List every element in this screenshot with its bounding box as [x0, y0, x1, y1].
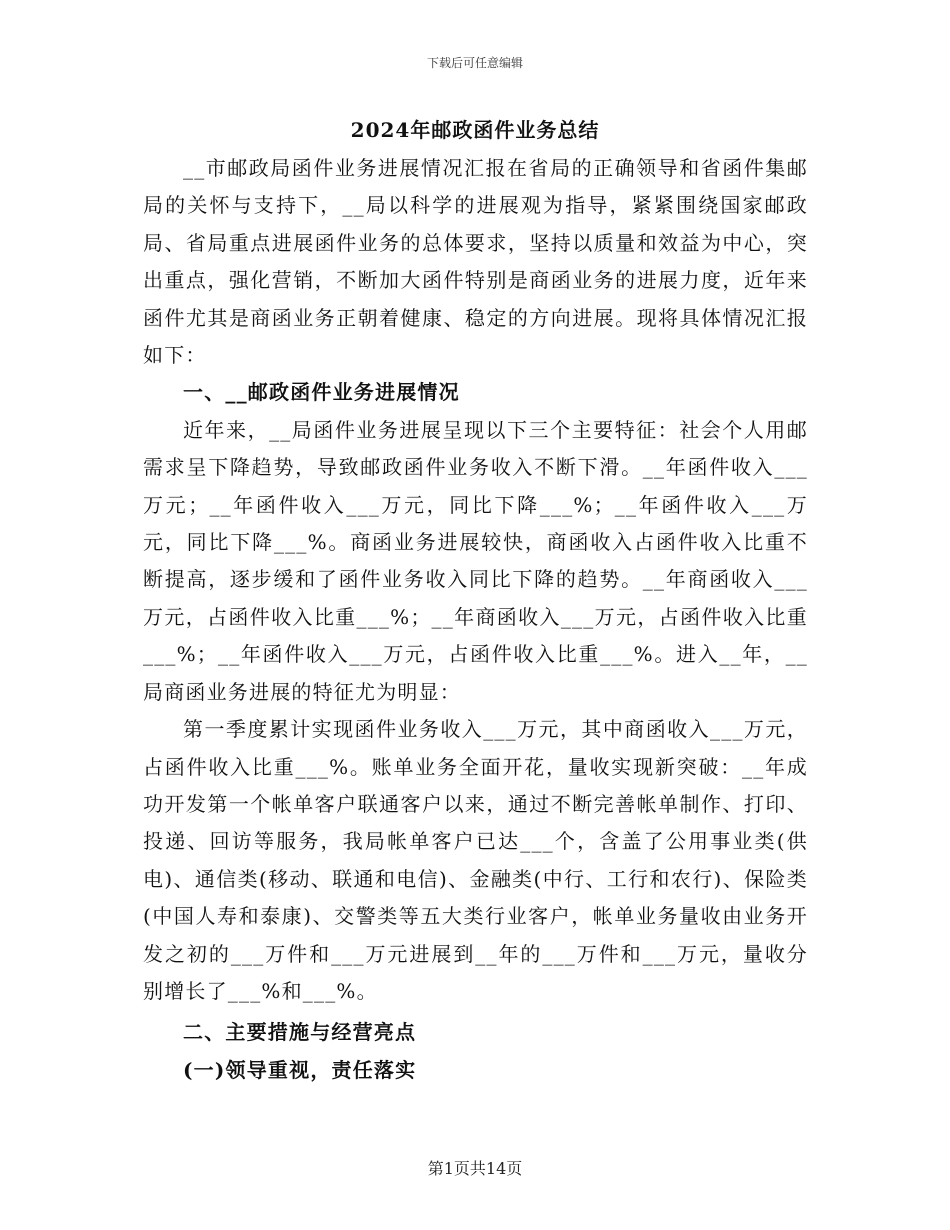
subsection-heading-1: (一)领导重视，责任落实	[183, 1057, 417, 1082]
header-note: 下载后可任意编辑	[426, 56, 523, 70]
document-title: 2024年邮政函件业务总结	[350, 118, 600, 142]
page-footer: 第1页共14页	[427, 1159, 523, 1178]
section-heading-2: 二、主要措施与经营亮点	[183, 1020, 417, 1045]
intro-paragraph: __市邮政局函件业务进展情况汇报在省局的正确领导和省函件集邮局的关怀与支持下，__局以科学的进展观为指导，紧紧围绕国家邮政局、省局重点进展函件业务的总体要求，坚持以质量和效益为中心，突出重点，强化营销，不断加大函件特别是商函业务的进展力度，近年来函件尤其是商函业务正朝着健康、稳定的方向进展。现将具体情况汇报如下：	[143, 156, 808, 368]
paragraph-1: 近年来，__局函件业务进展呈现以下三个主要特征：社会个人用邮需求呈下降趋势，导致邮政函件业务收入不断下滑。__年函件收入___万元；__年函件收入___万元，同比下降___%；__年函件收入___万元，同比下降___%。商函业务进展较快，商函收入占函件收入比重不断提高，逐步缓和了函件业务收入同比下降的趋势。__年商函收入___万元，占函件收入比重___%；__年商函收入___万元，占函件收入比重___%；__年函件收入___万元，占函件收入比重___%。进入__年，__局商函业务进展的特征尤为明显：	[143, 417, 808, 704]
document-body	[143, 150, 808, 1089]
section-heading-1: 一、__邮政函件业务进展情况	[183, 380, 460, 405]
paragraph-2: 第一季度累计实现函件业务收入___万元，其中商函收入___万元，占函件收入比重___%。账单业务全面开花，量收实现新突破：__年成功开发第一个帐单客户联通客户以来，通过不断完善帐单制作、打印、投递、回访等服务，我局帐单客户已达___个，含盖了公用事业类(供电)、通信类(移动、联通和电信)、金融类(中行、工行和农行)、保险类(中国人寿和泰康)、交警类等五大类行业客户，帐单业务量收由业务开发之初的___万件和___万元进展到__年的___万件和___万元，量收分别增长了___%和___%。	[143, 717, 808, 1003]
